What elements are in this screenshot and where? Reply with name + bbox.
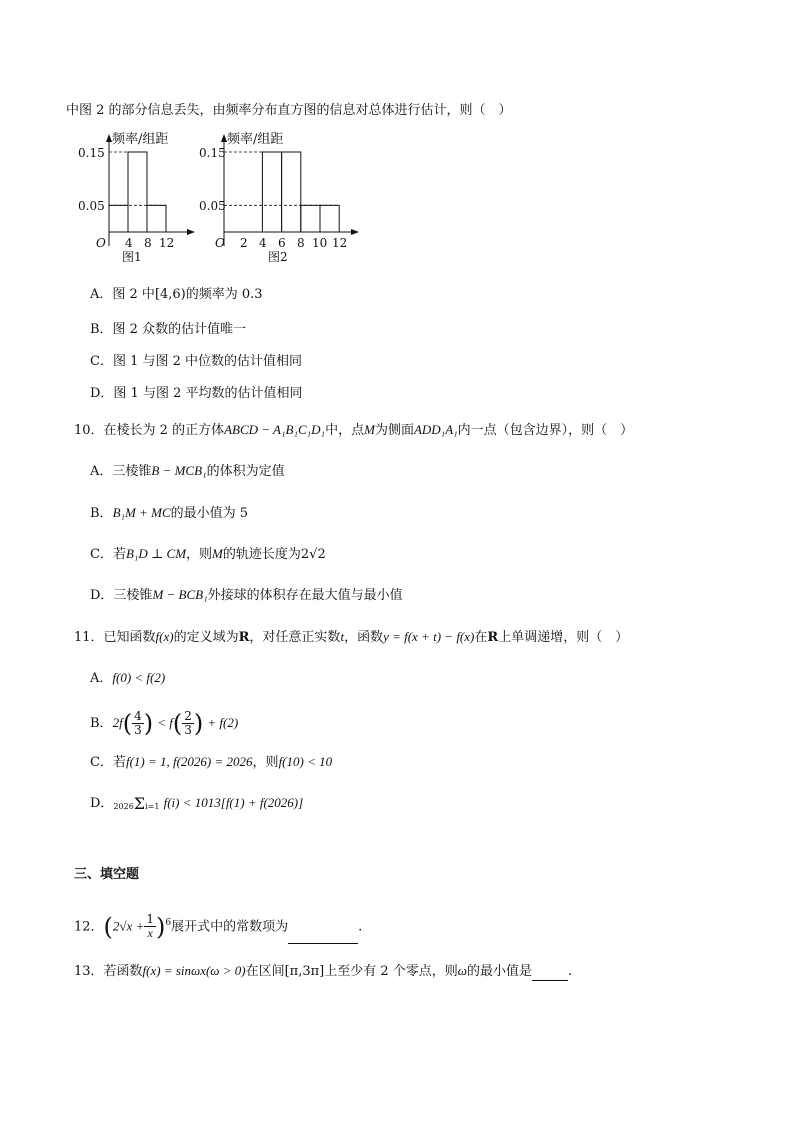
fig1-bar-8-12 <box>147 205 166 232</box>
fig2-xtick-10: 10 <box>312 236 328 250</box>
q9-a-interval: [4,6) <box>154 287 186 302</box>
q13: 13．若函数f(x) = sinωx(ω > 0)在区间[π,3π]上至少有 2 个零点，则ω的最小值是 . <box>74 963 573 979</box>
q9-option-c: C．图 1 与图 2 中位数的估计值相同 <box>90 354 303 369</box>
fraction-1-x: $\frac{1}{x}$ <box>146 912 154 941</box>
histogram-fig2 <box>195 128 365 268</box>
fraction-2-3: $\frac{2}{3}$ <box>184 709 192 737</box>
q11-stem: 11．已知函数f(x)的定义域为R，对任意正实数t，函数y = f(x + t) − f(x)在R上单调递增，则（ ） <box>74 629 629 645</box>
fig2-ytick-005: 0.05 <box>199 199 226 213</box>
fraction-4-3: $\frac{4}{3}$ <box>134 709 142 737</box>
q10-option-a: A．三棱锥B − MCB₁的体积为定值 <box>90 463 285 479</box>
fig2-x-arrow <box>351 229 359 235</box>
q11-option-a: A．f(0) < f(2) <box>90 670 166 686</box>
fig2-xtick-2: 2 <box>240 236 248 250</box>
q9-option-d: D．图 1 与图 2 平均数的估计值相同 <box>90 386 303 401</box>
fig1-ytick-005: 0.05 <box>78 199 105 213</box>
q12: 12．(2√x + $\frac{1}{x}$ )$^6$展开式中的常数项为 . <box>74 906 362 944</box>
q11-option-d: D．2026Σi=1 f(i) < 1013[f(1) + f(2026)] <box>90 793 304 813</box>
fig2-bar-6-8 <box>282 152 301 232</box>
fig1-ytick-015: 0.15 <box>78 146 105 160</box>
q10-face: ADD₁A₁ <box>413 422 458 437</box>
section-title: 三、填空题 <box>74 867 140 882</box>
fig2-xtick-4: 4 <box>259 236 267 250</box>
q13-answer-blank[interactable] <box>532 966 568 981</box>
q12-answer-blank[interactable] <box>288 929 358 944</box>
fig1-xtick-4: 4 <box>125 236 133 250</box>
fig2-bar-8-10 <box>301 205 320 232</box>
q11-option-c: C．若f(1) = 1, f(2026) = 2026，则f(10) < 10 <box>90 754 333 770</box>
q10-option-b: B．B₁M + MC的最小值为 5 <box>90 505 249 521</box>
q10-option-c: C．若B₁D ⊥ CM，则M的轨迹长度为2√2 <box>90 546 326 562</box>
q10-stem: 10．在棱长为 2 的正方体ABCD − A₁B₁C₁D₁中，点M为侧面ADD₁A₁内一点（包含边界），则（ ） <box>74 422 634 438</box>
summation-symbol: 2026Σi=1 <box>113 793 160 813</box>
q9-option-b: B．图 2 众数的估计值唯一 <box>90 322 247 337</box>
histogram-fig1 <box>76 128 196 268</box>
fig1-caption: 图1 <box>122 250 142 264</box>
q9-option-a: A．图 2 中[4,6)的频率为 0.3 <box>90 287 263 302</box>
fig1-ylabel: 频率/组距 <box>112 132 169 147</box>
q9-stem: 中图 2 的部分信息丢失，由频率分布直方图的信息对总体进行估计，则（ ） <box>66 103 512 118</box>
fig1-x-arrow <box>187 229 195 235</box>
q10-cube: ABCD − A₁B₁C₁D₁ <box>224 422 326 437</box>
fig1-bar-0-4 <box>109 205 128 232</box>
fig1-origin: O <box>96 236 106 250</box>
fig2-xtick-8: 8 <box>297 236 305 250</box>
fig2-caption: 图2 <box>268 250 288 264</box>
fig2-xtick-12: 12 <box>332 236 348 250</box>
fig1-xtick-8: 8 <box>144 236 152 250</box>
fig1-bar-4-8 <box>128 152 147 232</box>
fig2-xtick-6: 6 <box>278 236 286 250</box>
fig2-bar-4-6 <box>262 152 281 232</box>
fig2-bar-10-12 <box>320 205 339 232</box>
q10-option-d: D．三棱锥M − BCB₁外接球的体积存在最大值与最小值 <box>90 587 403 603</box>
fig2-origin: O <box>215 236 225 250</box>
q11-option-b: B．2f( $\frac{4}{3}$ ) < f( $\frac{2}{3}$ ) + f(2) <box>90 709 239 738</box>
fig2-ylabel: 频率/组距 <box>227 132 284 147</box>
fig1-xtick-12: 12 <box>159 236 175 250</box>
fig2-ytick-015: 0.15 <box>199 146 226 160</box>
